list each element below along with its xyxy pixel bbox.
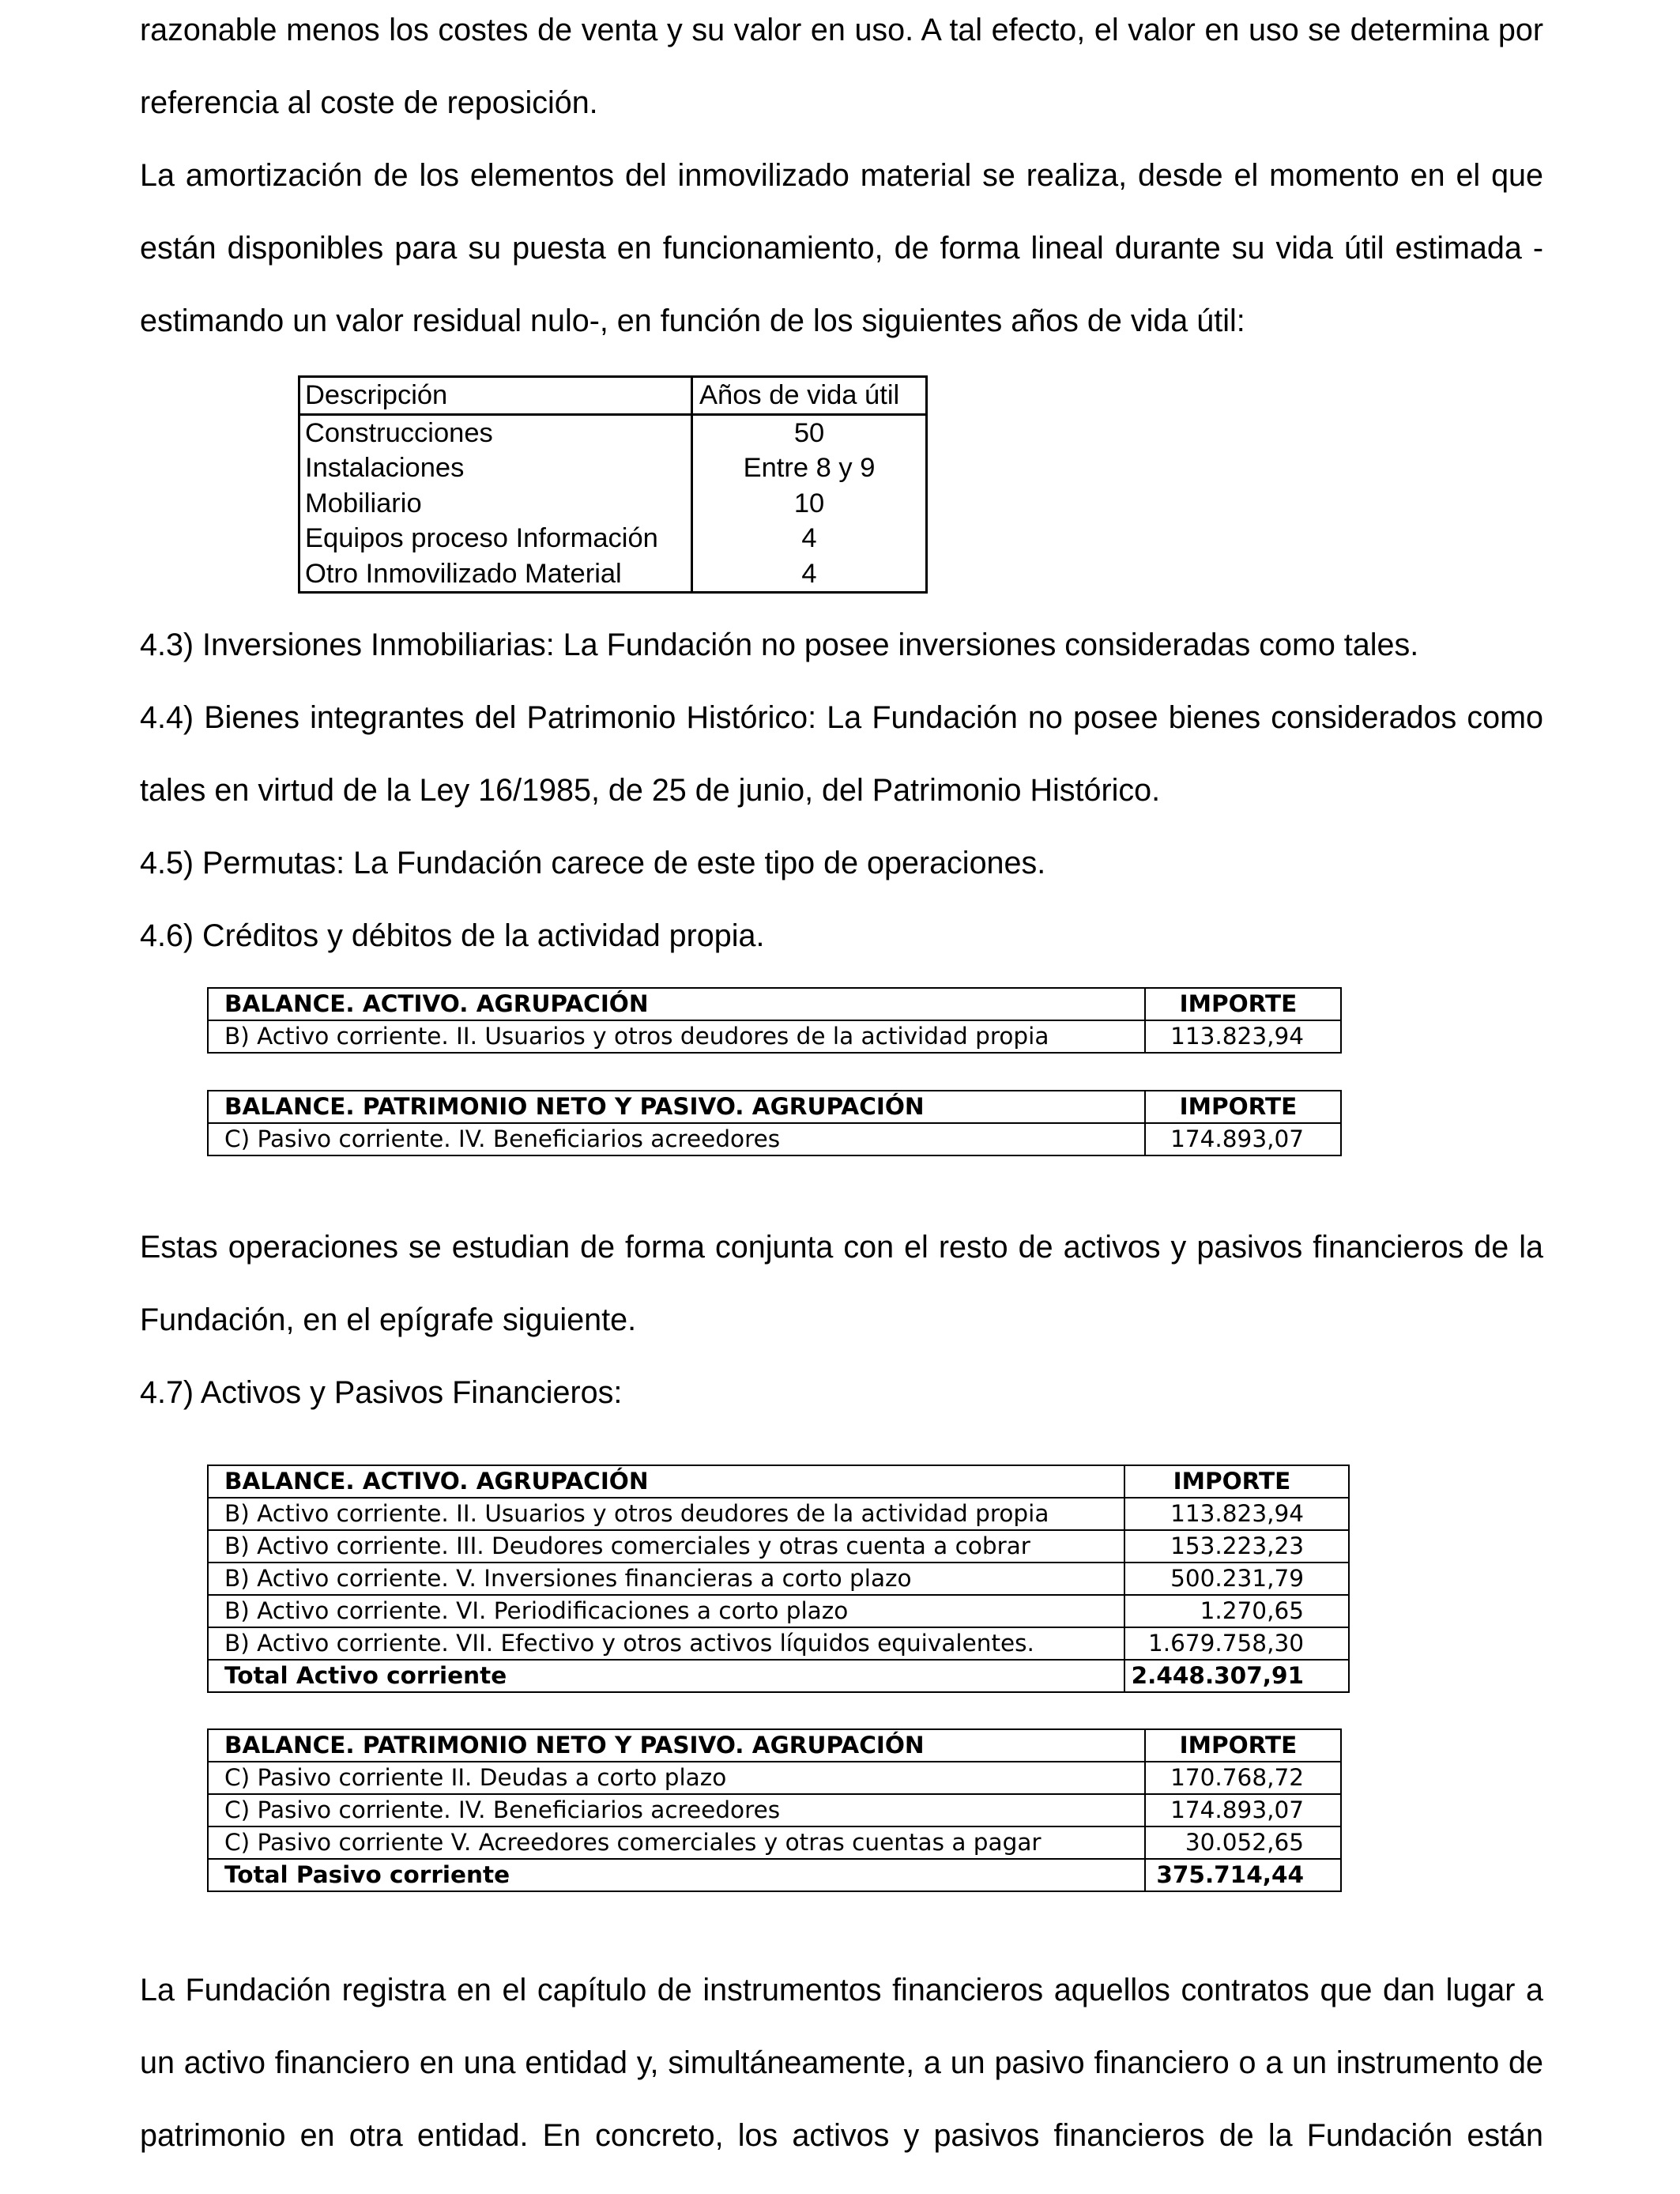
table-header-row — [299, 377, 927, 415]
table-row — [208, 1563, 1349, 1595]
paragraph-line: están disponibles para su puesta en funcionamiento, de forma lineal durante su vida útil estimada - — [140, 231, 1543, 266]
amount-cell: 30.052,65 — [1145, 1826, 1341, 1859]
table-header-cell: BALANCE. ACTIVO. AGRUPACIÓN — [208, 988, 1145, 1020]
table-row — [299, 414, 927, 450]
paragraph-line: 4.4) Bienes integrantes del Patrimonio Histórico: La Fundación no posee bienes considerados como — [140, 700, 1543, 735]
table-header-row — [208, 1729, 1341, 1762]
table-row — [299, 521, 927, 556]
paragraph-line: La amortización de los elementos del inmovilizado material se realiza, desde el momento en el que — [140, 158, 1543, 193]
table-row — [299, 450, 927, 486]
table-row — [208, 1530, 1349, 1563]
table-header-row — [208, 988, 1341, 1020]
table-cell: B) Activo corriente. III. Deudores comerciales y otras cuenta a cobrar — [208, 1530, 1124, 1563]
paragraph-line: un activo financiero en una entidad y, simultáneamente, a un pasivo financiero o a un instrumento de — [140, 2045, 1543, 2080]
table-row — [208, 1123, 1341, 1155]
table-cell: Entre 8 y 9 — [692, 450, 927, 486]
total-label: Total Pasivo corriente — [208, 1859, 1145, 1891]
table-row — [208, 1020, 1341, 1053]
table-cell: B) Activo corriente. VI. Periodificaciones a corto plazo — [208, 1595, 1124, 1627]
table-header-cell: BALANCE. ACTIVO. AGRUPACIÓN — [208, 1465, 1124, 1498]
total-row — [208, 1859, 1341, 1891]
table-cell: C) Pasivo corriente. IV. Beneficiarios acreedores — [208, 1794, 1145, 1826]
table-header-cell: IMPORTE — [1124, 1465, 1349, 1498]
table-cell: Mobiliario — [305, 488, 422, 518]
total-label: Total Activo corriente — [208, 1660, 1124, 1692]
table-cell: Otro Inmovilizado Material — [305, 558, 622, 589]
section-heading: 4.6) Créditos y débitos de la actividad propia. — [140, 918, 765, 953]
table-row — [299, 486, 927, 522]
table-row — [208, 1595, 1349, 1627]
table-cell: B) Activo corriente. II. Usuarios y otros deudores de la actividad propia — [208, 1498, 1124, 1530]
amount-cell: 174.893,07 — [1145, 1123, 1341, 1155]
paragraph-line: Estas operaciones se estudian de forma conjunta con el resto de activos y pasivos financieros de la — [140, 1230, 1543, 1265]
table-header-cell: Descripción — [299, 377, 692, 415]
amount-cell: 1.679.758,30 — [1124, 1627, 1349, 1660]
total-row — [208, 1660, 1349, 1692]
table-row — [299, 556, 927, 593]
table-cell: B) Activo corriente. II. Usuarios y otros deudores de la actividad propia — [208, 1020, 1145, 1053]
table-cell: Instalaciones — [305, 453, 465, 484]
useful-life-table — [298, 375, 928, 594]
table-header-cell: Años de vida útil — [692, 377, 927, 415]
paragraph-line: La Fundación registra en el capítulo de instrumentos financieros aquellos contratos que dan lugar a — [140, 1973, 1543, 2007]
section-heading: 4.7) Activos y Pasivos Financieros: — [140, 1375, 623, 1410]
paragraph-line: patrimonio en otra entidad. En concreto, los activos y pasivos financieros de la Fundación están — [140, 2118, 1543, 2153]
total-amount: 375.714,44 — [1145, 1859, 1341, 1891]
table-header-cell: BALANCE. PATRIMONIO NETO Y PASIVO. AGRUPACIÓN — [208, 1729, 1145, 1762]
paragraph-line: estimando un valor residual nulo-, en función de los siguientes años de vida útil: — [140, 303, 1245, 338]
table-cell: C) Pasivo corriente. IV. Beneficiarios acreedores — [208, 1123, 1145, 1155]
table-row — [208, 1498, 1349, 1530]
table-cell: C) Pasivo corriente II. Deudas a corto plazo — [208, 1762, 1145, 1794]
table-header-row — [208, 1091, 1341, 1123]
table-cell: C) Pasivo corriente V. Acreedores comerciales y otras cuentas a pagar — [208, 1826, 1145, 1859]
amount-cell: 500.231,79 — [1124, 1563, 1349, 1595]
amount-cell: 153.223,23 — [1124, 1530, 1349, 1563]
table-cell: B) Activo corriente. V. Inversiones financieras a corto plazo — [208, 1563, 1124, 1595]
table-cell: Construcciones — [305, 417, 493, 448]
amount-cell: 1.270,65 — [1124, 1595, 1349, 1627]
paragraph-line: Fundación, en el epígrafe siguiente. — [140, 1302, 637, 1337]
paragraph-line: tales en virtud de la Ley 16/1985, de 25 de junio, del Patrimonio Histórico. — [140, 773, 1161, 808]
section-heading: 4.5) Permutas: La Fundación carece de este tipo de operaciones. — [140, 846, 1046, 880]
table-header-cell: IMPORTE — [1145, 988, 1341, 1020]
table-header-row — [208, 1465, 1349, 1498]
financial-liabilities-table — [207, 1728, 1342, 1892]
amount-cell: 174.893,07 — [1145, 1794, 1341, 1826]
table-cell: 4 — [692, 556, 927, 593]
paragraph-line: referencia al coste de reposición. — [140, 85, 598, 120]
table-header-cell: IMPORTE — [1145, 1729, 1341, 1762]
table-cell: 10 — [692, 486, 927, 522]
table-row — [208, 1627, 1349, 1660]
table-row — [208, 1794, 1341, 1826]
table-cell: 4 — [692, 521, 927, 556]
table-header-cell: BALANCE. PATRIMONIO NETO Y PASIVO. AGRUPACIÓN — [208, 1091, 1145, 1123]
balance-activo-table — [207, 987, 1342, 1054]
financial-assets-table — [207, 1465, 1350, 1693]
amount-cell: 170.768,72 — [1145, 1762, 1341, 1794]
table-cell: B) Activo corriente. VII. Efectivo y otros activos líquidos equivalentes. — [208, 1627, 1124, 1660]
table-cell: 50 — [692, 414, 927, 450]
amount-cell: 113.823,94 — [1145, 1020, 1341, 1053]
balance-pasivo-table — [207, 1090, 1342, 1156]
table-row — [208, 1762, 1341, 1794]
total-amount: 2.448.307,91 — [1124, 1660, 1349, 1692]
section-heading: 4.3) Inversiones Inmobiliarias: La Fundación no posee inversiones consideradas como tales. — [140, 628, 1419, 662]
table-cell: Equipos proceso Información — [305, 523, 658, 554]
table-header-cell: IMPORTE — [1145, 1091, 1341, 1123]
paragraph-line: razonable menos los costes de venta y su valor en uso. A tal efecto, el valor en uso se determina por — [140, 13, 1543, 47]
table-row — [208, 1826, 1341, 1859]
amount-cell: 113.823,94 — [1124, 1498, 1349, 1530]
